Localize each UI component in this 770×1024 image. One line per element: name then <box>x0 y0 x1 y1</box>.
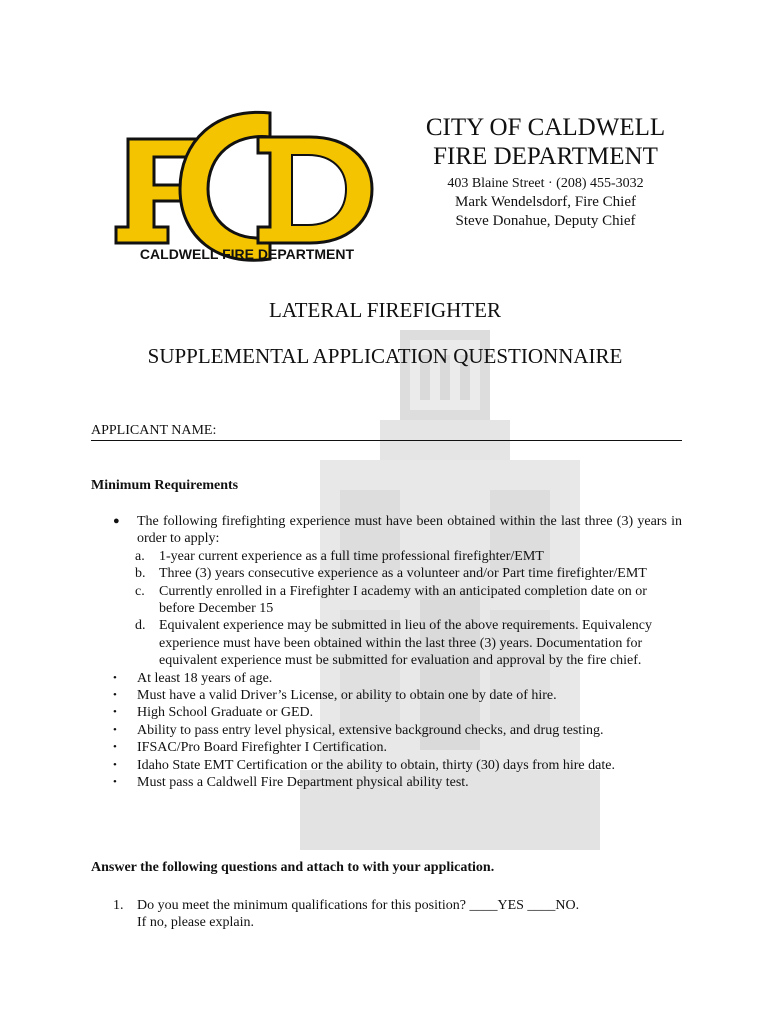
question-item <box>91 897 682 932</box>
list-item <box>91 687 682 704</box>
document-subtitle: SUPPLEMENTAL APPLICATION QUESTIONNAIRE <box>147 344 623 368</box>
fire-chief: Mark Wendelsdorf, Fire Chief <box>455 194 636 210</box>
bullet-icon: • <box>113 741 117 754</box>
question-text: Do you meet the minimum qualifications for this position? ____YES ____NO. <box>137 898 580 913</box>
bullet-text: Ability to pass entry level physical, extensive background checks, and drug testing. <box>137 722 604 738</box>
city-name: CITY OF CALDWELL <box>425 114 666 141</box>
sub-list-item <box>91 565 682 582</box>
sub-item-letter: d. <box>135 618 146 634</box>
list-item <box>91 739 682 756</box>
list-item <box>91 513 682 548</box>
sub-item-text: Three (3) years consecutive experience as a volunteer and/or Part time firefighter/EMT <box>159 566 647 582</box>
list-item <box>91 722 682 739</box>
list-item <box>91 704 682 721</box>
answer-instructions-heading: Answer the following questions and attach to with your application. <box>91 860 495 875</box>
sub-list-item <box>91 548 682 565</box>
requirements-list <box>91 513 682 792</box>
question-list <box>91 897 682 932</box>
bullet-text: IFSAC/Pro Board Firefighter I Certification. <box>137 740 388 756</box>
bullet-text: At least 18 years of age. <box>137 670 273 686</box>
bullet-icon: • <box>113 671 117 684</box>
list-item <box>91 757 682 774</box>
question-number: 1. <box>113 898 124 913</box>
intro-text: The following firefighting experience must have been obtained within the last three (3) years in order to apply: <box>137 514 682 547</box>
bullet-icon: ● <box>113 515 120 527</box>
bullet-text: Idaho State EMT Certification or the ability to obtain, thirty (30) days from hire date. <box>137 757 615 773</box>
bullet-icon: • <box>113 723 117 736</box>
list-item <box>91 774 682 791</box>
bullet-icon: • <box>113 706 117 719</box>
minimum-requirements-heading: Minimum Requirements <box>91 478 239 493</box>
logo-caption: CALDWELL FIRE DEPARTMENT <box>139 246 355 262</box>
sub-item-letter: b. <box>135 566 146 582</box>
address-phone: 403 Blaine Street · (208) 455-3032 <box>447 176 644 191</box>
question-followup: If no, please explain. <box>137 915 255 931</box>
sub-item-text: 1-year current experience as a full time professional firefighter/EMT <box>159 548 544 564</box>
deputy-chief: Steve Donahue, Deputy Chief <box>455 213 636 229</box>
list-item <box>91 670 682 687</box>
bullet-icon: • <box>113 758 117 771</box>
sub-item-letter: c. <box>135 583 145 599</box>
bullet-icon: • <box>113 689 117 702</box>
bullet-text: Must have a valid Driver’s License, or ability to obtain one by date of hire. <box>137 688 557 704</box>
document-title: LATERAL FIREFIGHTER <box>269 298 501 322</box>
sub-list-item <box>91 583 682 618</box>
sub-item-text: Equivalent experience may be submitted in lieu of the above requirements. Equivalency experience must have been obtained within the last three (3) years. Documentation for equivalent experience must be submitted for evaluation and approval by the fire chief. <box>159 618 652 669</box>
bullet-text: High School Graduate or GED. <box>137 705 314 721</box>
bullet-icon: • <box>113 776 117 789</box>
sub-item-text: Currently enrolled in a Firefighter I academy with an anticipated completion date on or before December 15 <box>159 583 647 617</box>
letterhead <box>404 113 687 231</box>
applicant-name-field[interactable]: APPLICANT NAME: <box>91 423 682 441</box>
department-name: FIRE DEPARTMENT <box>433 143 658 170</box>
bullet-text: Must pass a Caldwell Fire Department physical ability test. <box>137 775 469 791</box>
sub-list-item <box>91 617 682 669</box>
sub-item-letter: a. <box>135 548 145 564</box>
fire-department-logo <box>110 97 385 265</box>
